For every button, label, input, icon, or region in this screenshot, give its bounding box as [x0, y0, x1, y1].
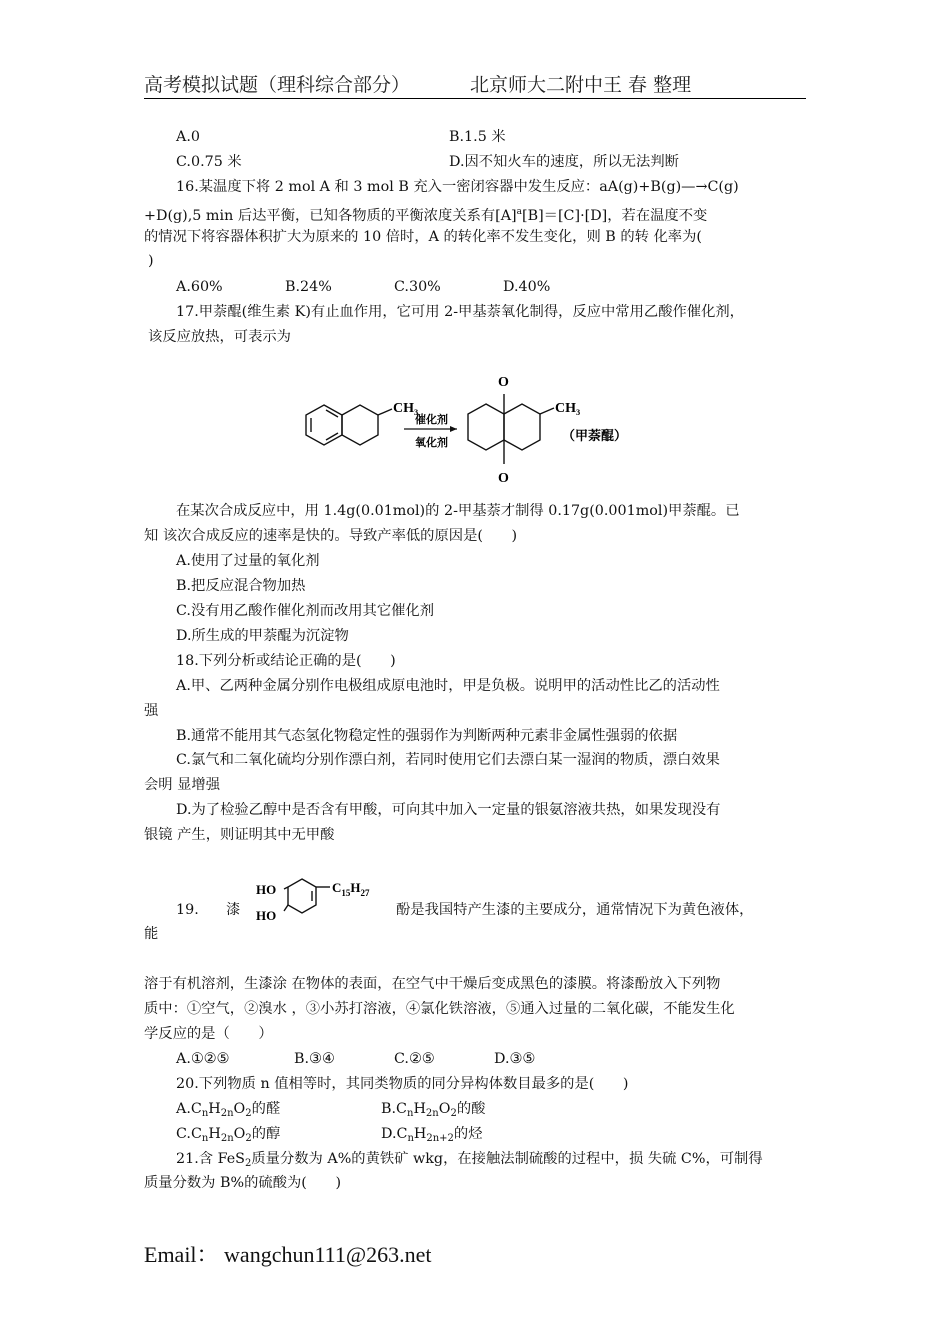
q17-line-3: 在某次合成反应中，用 1.4g(0.01mol)的 2-甲基萘才制得 0.17g(0.001mol)甲萘醌。已	[176, 503, 740, 519]
urushiol-structure	[254, 872, 394, 934]
q20-option-b: $B.C_nH_{2n}O_2$的酸	[381, 1101, 486, 1119]
side-chain-label: $C_{15}H_{27}$	[332, 880, 370, 898]
q18-option-c-line-2: 会明 显增强	[144, 777, 221, 793]
q19-number: 19.	[176, 902, 199, 918]
q18-option-b: B.通常不能用其气态氢化物稳定性的强弱作为判断两种元素非金属性强弱的依据	[176, 728, 678, 744]
q18-option-a-line-2: 强	[144, 703, 159, 719]
hydroxyl-top-label: HO	[256, 882, 277, 897]
q18-option-a-line-1: A.甲、乙两种金属分别作电极组成原电池时，甲是负极。说明甲的活动性比乙的活动性	[176, 678, 720, 694]
q21-line-1: 21.含 FeS$_2$质量分数为 A%的黄铁矿 wkg，在接触法制硫酸的过程中，损 失硫 C%，可制得	[176, 1151, 763, 1169]
catalyst-label: 催化剂	[415, 413, 448, 426]
q17-line-1: 17.甲萘醌(维生素 K)有止血作用，它可用 2-甲基萘氧化制得，反应中常用乙酸作催化剂，	[176, 304, 744, 320]
q16-option-a: A.60%	[176, 279, 223, 295]
q19-option-c: C.②⑤	[394, 1051, 435, 1067]
q18-stem: 18.下列分析或结论正确的是( )	[176, 653, 396, 669]
q19-line-2: 溶于有机溶剂，生漆涂 在物体的表面，在空气中干燥后变成黑色的漆膜。将漆酚放入下列物	[144, 976, 721, 992]
q16-option-d: D.40%	[503, 279, 551, 295]
q16-line-4: )	[148, 253, 154, 269]
q19-post-text: 酚是我国特产生漆的主要成分，通常情况下为黄色液体，	[396, 902, 754, 918]
q19-line-4: 学反应的是（ ）	[144, 1026, 273, 1042]
ch3-left-label: CH₃	[393, 401, 419, 416]
oxygen-bottom-label: O	[498, 471, 509, 486]
reaction-arrowhead	[450, 426, 457, 432]
menadione-structure	[468, 394, 554, 464]
q17-option-b: B.把反应混合物加热	[176, 578, 306, 594]
q17-option-c: C.没有用乙酸作催化剂而改用其它催化剂	[176, 603, 435, 619]
header-right: 北京师大二附中王 春 整理	[470, 74, 692, 96]
q16-line-1: 16.某温度下将 2 mol A 和 3 mol B 充入一密闭容器中发生反应：aA(g)+B(g)—→C(g)	[176, 179, 739, 195]
reaction-diagram	[300, 368, 650, 500]
page-header	[144, 70, 806, 99]
q18-option-c-line-1: C.氯气和二氧化硫均分别作漂白剂，若同时使用它们去漂白某一湿润的物质，漂白效果	[176, 752, 720, 768]
q15-option-a: A.0	[176, 129, 200, 145]
q19-line-3: 质中：①空气，②溴水 ，③小苏打溶液，④氯化铁溶液，⑤通入过量的二氧化碳，不能发生化	[144, 1001, 735, 1017]
ch3-right-label: CH₃	[555, 401, 581, 416]
q16-line-2: +D(g),5 min 后达平衡，已知各物质的平衡浓度关系有$[A]^a[B]=[C]\cdot[D]$，若在温度不变	[144, 207, 708, 224]
q17-line-2: 该反应放热，可表示为	[148, 329, 291, 345]
q19-option-d: D.③⑤	[494, 1051, 536, 1067]
oxidant-label: 氧化剂	[415, 436, 448, 449]
q18-option-d-line-2: 银镜 产生，则证明其中无甲酸	[144, 827, 335, 843]
q19-pre-text: 漆	[226, 902, 241, 918]
q19-option-b: B.③④	[294, 1051, 335, 1067]
footer-email: Email： wangchun111@263.net	[144, 1242, 432, 1267]
q18-option-d-line-1: D.为了检验乙醇中是否含有甲酸，可向其中加入一定量的银氨溶液共热，如果发现没有	[176, 802, 721, 818]
q17-line-4: 知 该次合成反应的速率是快的。导致产率低的原因是( )	[144, 528, 518, 544]
q19-option-a: A.①②⑤	[176, 1051, 230, 1067]
q20-option-a: $A.C_nH_{2n}O_2$的醛	[176, 1101, 281, 1119]
oxygen-top-label: O	[498, 375, 509, 390]
q15-option-b: B.1.5 米	[449, 129, 506, 145]
q15-option-d: D.因不知火车的速度，所以无法判断	[449, 154, 679, 170]
q19-line-1b: 能	[144, 926, 159, 942]
q15-option-c: C.0.75 米	[176, 154, 242, 170]
methylnaphthalene-structure	[306, 405, 392, 445]
q16-line-3: 的情况下将容器体积扩大为原来的 10 倍时，A 的转化率不发生变化，则 B 的转 化率为(	[144, 229, 702, 245]
q20-option-c: $C.C_nH_{2n}O_2$的醇	[176, 1126, 281, 1144]
q17-option-d: D.所生成的甲萘醌为沉淀物	[176, 628, 349, 644]
q17-option-a: A.使用了过量的氧化剂	[176, 553, 320, 569]
hydroxyl-bottom-label: HO	[256, 908, 277, 923]
q20-stem: 20.下列物质 n 值相等时，其同类物质的同分异构体数目最多的是( )	[176, 1076, 629, 1092]
q20-option-d: $D.C_nH_{2n+2}$的烃	[381, 1126, 483, 1144]
q21-line-2: 质量分数为 B%的硫酸为( )	[144, 1175, 342, 1191]
header-left: 高考模拟试题（理科综合部分）	[144, 74, 411, 96]
product-name-label: （甲萘醌）	[562, 429, 628, 444]
q16-option-b: B.24%	[285, 279, 332, 295]
q16-option-c: C.30%	[394, 279, 441, 295]
